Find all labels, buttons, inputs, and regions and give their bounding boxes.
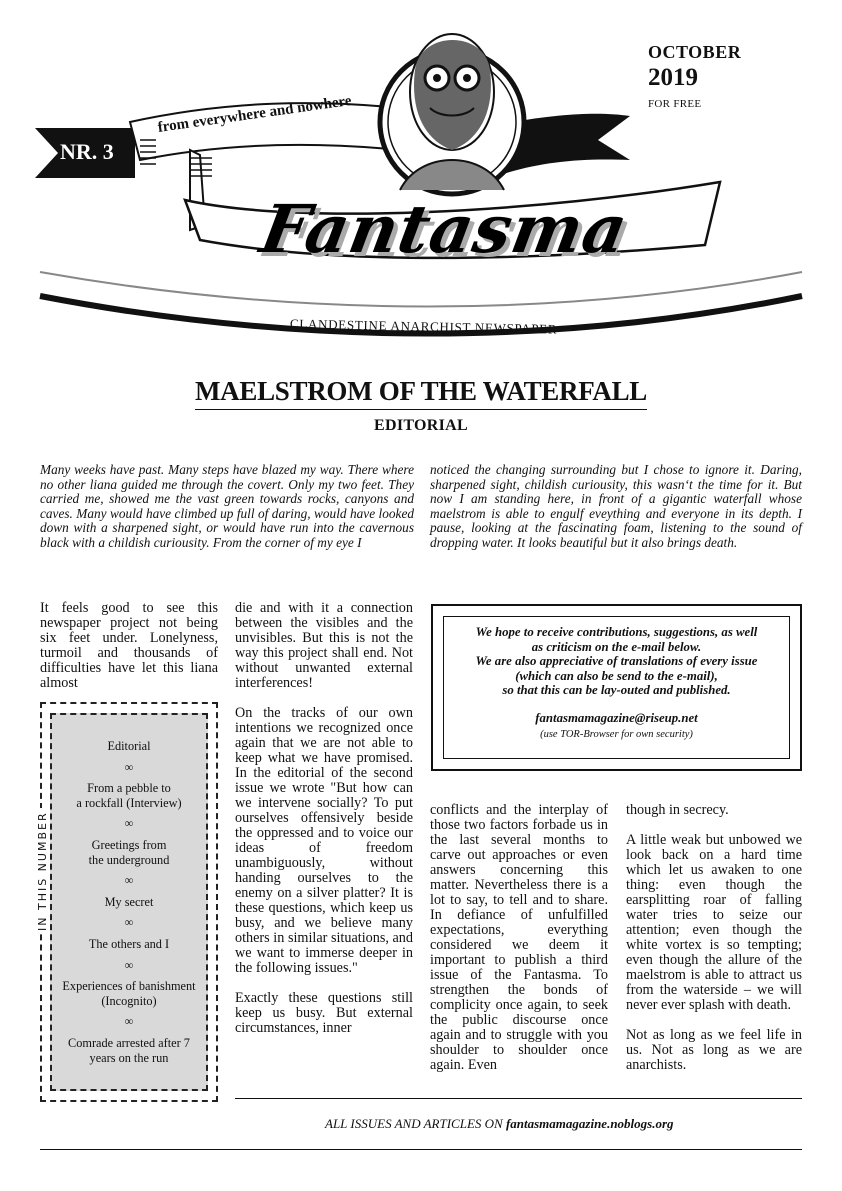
contact-line: so that this can be lay-outed and published. (502, 683, 731, 698)
intro-right: noticed the changing surrounding but I chose to ignore it. Daring, sharpened sight, childish curiousity, this wasn‘t the time for it. But now I am standing here, in front of a gigantic waterfall whose maelstrom is able to engulf eveything and everyone in its depth. I pause, looking at the fascinating foam, listening to the sound of dropping water. It looks beautiful but it also brings death. (430, 462, 802, 550)
contact-email: fantasmamagazine@riseup.net (535, 710, 698, 725)
paragraph: though in secrecy. (626, 802, 729, 818)
toc-item: Experiences of banishment (Incognito) (62, 979, 196, 1008)
body-column-2 (235, 601, 413, 1036)
issue-number: NR. 3 (60, 139, 114, 164)
toc-item: Comrade arrested after 7 years on the run (68, 1035, 190, 1065)
contact-line: We are also appreciative of translations of every issue (475, 654, 758, 669)
issue-month: OCTOBER (648, 42, 742, 62)
newspaper-subtitle: CLANDESTINE ANARCHIST NEWSPAPER (289, 316, 558, 337)
toc-separator: ∞ (124, 915, 134, 930)
article-title: MAELSTROM OF THE WATERFALL (195, 376, 647, 410)
issue-year: 2019 (648, 64, 698, 91)
footer-prefix: ALL ISSUES AND ARTICLES ON (325, 1116, 503, 1131)
body-column-3 (430, 803, 608, 1073)
paragraph: On the tracks of our own intentions we recognized once again that we are not able to keep what we have promised. In the editorial of the second issue we wrote "But how can we intervene socially? To put ourselves offensively beside the oppressed and to voice our ideas of freedom unambiguously, without handing ourselves to the enemy on a silver platter? It is these questions, which keep us busy, and we believe many others in similar situations, and we want to immerse deeper in the following issues." (235, 705, 413, 976)
toc-item: My secret (104, 894, 154, 909)
footer-site: fantasmamagazine.noblogs.org (505, 1116, 674, 1131)
toc-separator: ∞ (124, 957, 134, 972)
footer-rule-top (235, 1098, 802, 1099)
body-column-1 (40, 601, 218, 691)
contact-line: We hope to receive contributions, suggestions, as well (475, 625, 758, 639)
paragraph: It feels good to see this newspaper project not being six feet under. Lonelyness, turmoil and thousands of difficulties have let this liana almost (40, 600, 218, 691)
paragraph: Exactly these questions still keep us busy. But external circumstances, inner (235, 990, 413, 1036)
section-label: EDITORIAL (374, 417, 468, 434)
newspaper-logo: Fantasma (255, 190, 634, 268)
body-column-4 (626, 803, 802, 1073)
contact-line: (which can also be send to the e-mail), (515, 668, 718, 683)
toc-item: From a pebble to a rockfall (Interview) (76, 781, 182, 810)
paragraph: A little weak but unbowed we look back on a hard time which let us awaken to one thing: even though the earsplitting roar of falling water tries to seize our attention; even though the white vortex is so tempting; even though the allure of the maelstrom is able to attract us from the waterside – we will never ever splash with death. (626, 832, 802, 1013)
toc-separator: ∞ (124, 873, 134, 888)
contact-note: (use TOR-Browser for own security) (540, 728, 693, 740)
paragraph: die and with it a connection between the visibles and the unvisibles. But this is not the way this project shall end. Not without unwanted external interferences! (235, 600, 413, 691)
paragraph: conflicts and the interplay of those two factors forbade us in the last several months to carve out approaches or even answers concerning this matter. Nevertheless there is a lot to say, to tell and to share. In defiance of unfulfilled expectations, everything considered we deem it important to publish a third issue of the Fantasma. To strengthen the bonds of complicity once again, to seek the public discourse once again and to struggle with you shoulder to shoulder once again. Even (430, 802, 608, 1073)
article-headline (0, 376, 842, 435)
footer-rule-bottom (40, 1149, 802, 1150)
toc-list (50, 713, 208, 1091)
toc-separator: ∞ (124, 759, 134, 774)
contact-box-inner (443, 616, 790, 759)
toc-separator: ∞ (124, 1014, 134, 1029)
intro-left: Many weeks have past. Many steps have blazed my way. There where no other liana guided me through the covert. Only my two feet. They carried me, showed me the vast green towards rocks, canyons and caves. Many would have climbed up full of daring, would have looked down with a sharpened sight, or would have run into the cavernous black with a childish curiousity. From the corner of my eye I (40, 462, 414, 550)
tagline: from everywhere and nowhere (156, 92, 353, 136)
footer (325, 1116, 674, 1132)
paragraph: Not as long as we feel life in us. Not as long as we are anarchists. (626, 1027, 802, 1073)
toc-separator: ∞ (124, 816, 134, 831)
toc-item: The others and I (88, 936, 170, 951)
toc-label: IN THIS NUMBER (36, 808, 49, 934)
price-label: FOR FREE (648, 98, 702, 110)
contact-line: as criticism on the e-mail below. (531, 639, 702, 654)
issue-date (648, 42, 741, 110)
toc-item: Editorial (107, 739, 151, 753)
contact-box (431, 604, 802, 771)
masthead (0, 0, 842, 350)
table-of-contents (36, 702, 218, 1102)
toc-item: Greetings from the underground (88, 837, 170, 867)
